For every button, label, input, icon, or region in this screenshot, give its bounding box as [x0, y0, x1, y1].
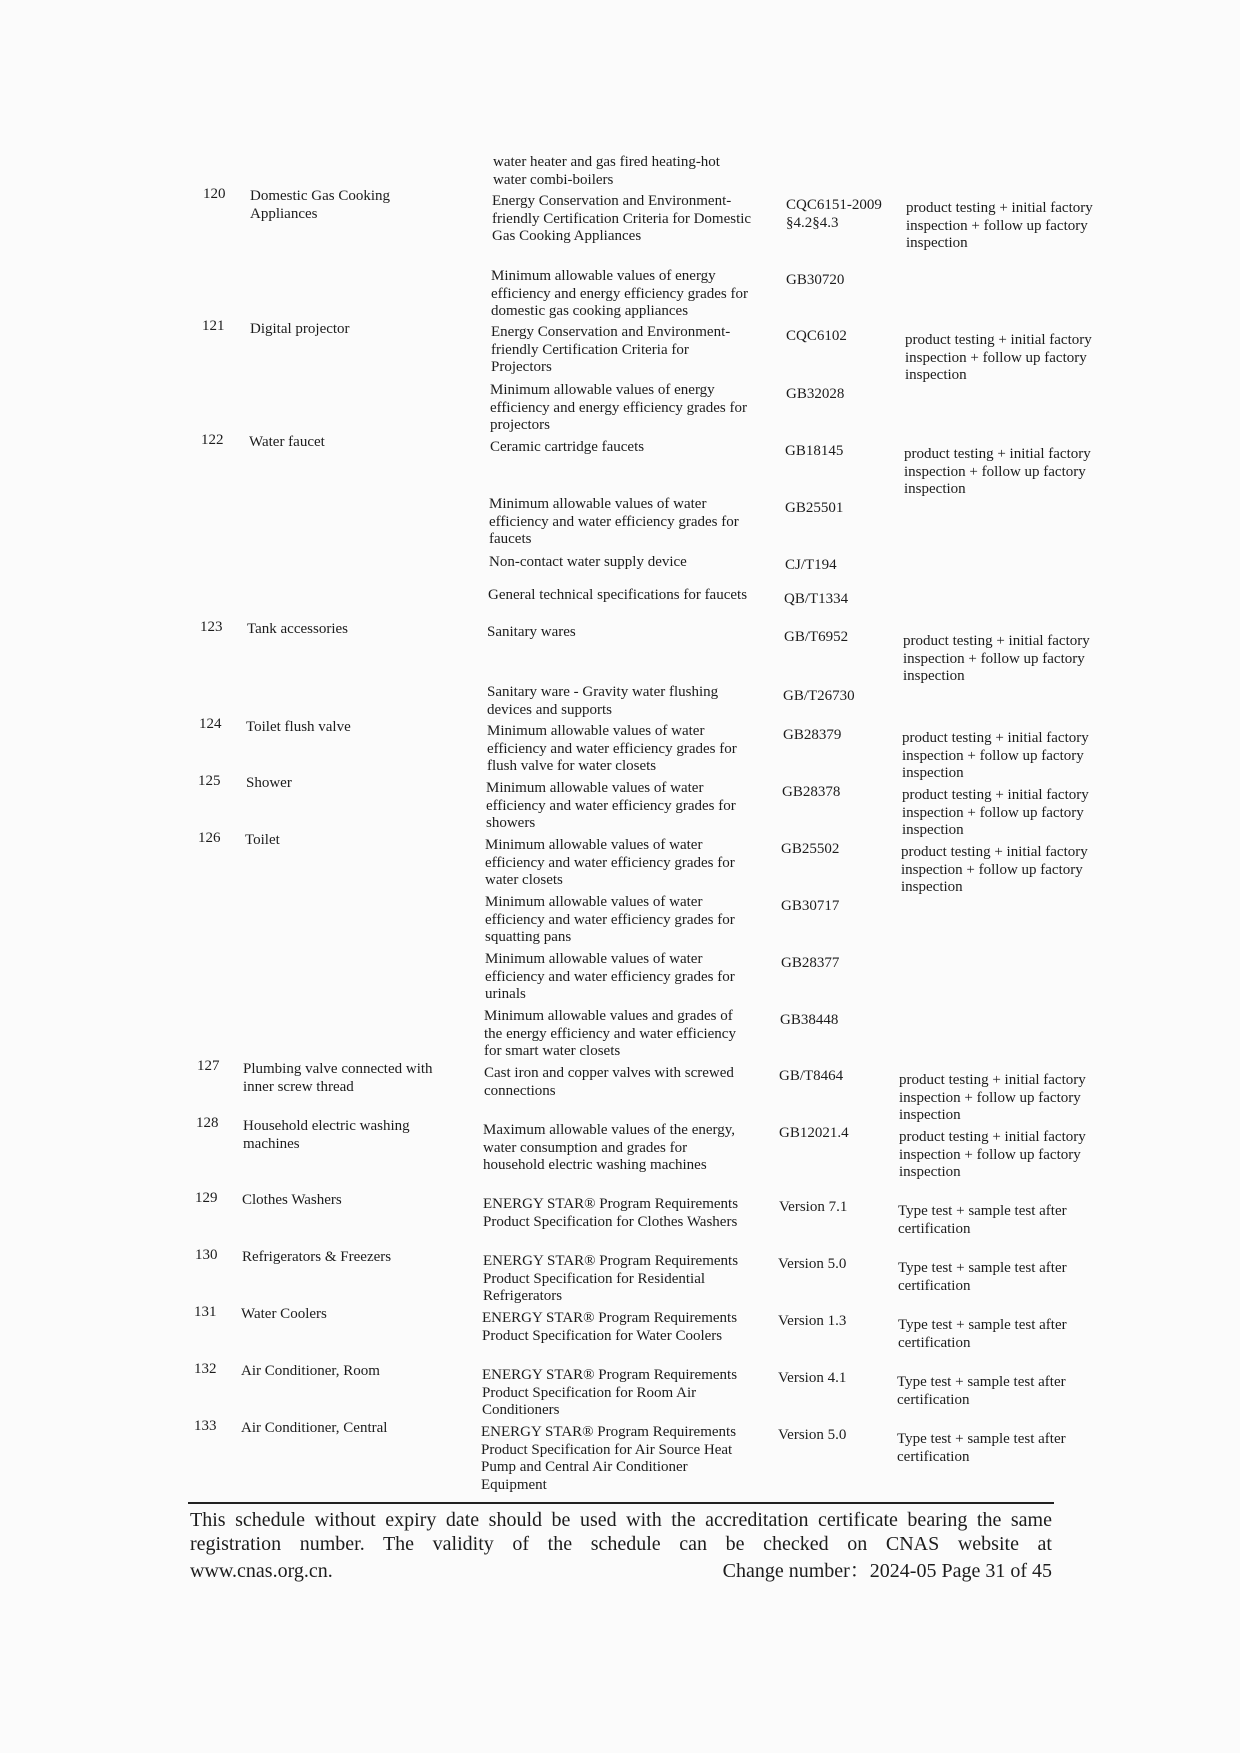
certification-method: Type test + sample test after certification [898, 1317, 1067, 1351]
standard-name: ENERGY STAR® Program Requirements Product Specification for Clothes Washers [483, 1196, 739, 1230]
certification-method: product testing + initial factory inspection + follow up factory inspection [903, 633, 1090, 684]
product-name: Shower [246, 775, 292, 791]
certification-method: product testing + initial factory inspection + follow up factory inspection [905, 332, 1092, 383]
item-number: 124 [199, 716, 222, 732]
standard-name: Minimum allowable values of water efficiency and water efficiency grades for faucets [489, 496, 739, 547]
standard-code: GB/T8464 [779, 1068, 844, 1084]
standard-name: Cast iron and copper valves with screwed connections [484, 1065, 734, 1099]
certification-method: product testing + initial factory inspection + follow up factory inspection [904, 446, 1091, 497]
footer-notice: This schedule without expiry date should be used with the accreditation certificate bearing the same registration number. The validity of the schedule can be checked on CNAS website at [190, 1509, 1052, 1555]
standard-code: GB38448 [780, 1012, 839, 1028]
standard-code: GB/T26730 [783, 688, 855, 704]
standard-name: Sanitary wares [487, 624, 576, 640]
standard-code: CQC6151-2009 §4.2§4.3 [786, 197, 882, 231]
footer-rule [188, 1502, 1054, 1504]
standard-code: QB/T1334 [784, 591, 849, 607]
certification-method: Type test + sample test after certification [897, 1374, 1066, 1408]
standard-code: Version 4.1 [778, 1370, 847, 1386]
item-number: 131 [194, 1304, 217, 1320]
certification-method: product testing + initial factory inspection + follow up factory inspection [906, 200, 1093, 251]
product-name: Digital projector [250, 321, 350, 337]
standard-code: Version 7.1 [779, 1199, 848, 1215]
standard-name: ENERGY STAR® Program Requirements Product Specification for Water Coolers [482, 1310, 738, 1344]
product-name: Air Conditioner, Central [241, 1420, 388, 1436]
certification-method: product testing + initial factory inspection + follow up factory inspection [899, 1129, 1086, 1180]
item-number: 120 [203, 186, 226, 202]
standard-name: Ceramic cartridge faucets [490, 439, 645, 455]
standard-name: ENERGY STAR® Program Requirements Product Specification for Air Source Heat Pump and Central Air Conditioner Equipment [481, 1424, 737, 1493]
item-number: 123 [200, 619, 223, 635]
standard-name: Sanitary ware - Gravity water flushing devices and supports [487, 684, 719, 718]
standard-code: GB25501 [785, 500, 844, 516]
standard-code: GB25502 [781, 841, 840, 857]
standard-name: Minimum allowable values of water efficiency and water efficiency grades for showers [486, 780, 736, 831]
standard-code: GB28379 [783, 727, 842, 743]
standard-code: Version 5.0 [778, 1256, 847, 1272]
item-number: 130 [195, 1247, 218, 1263]
item-number: 122 [201, 432, 224, 448]
item-number: 128 [196, 1115, 219, 1131]
standard-name: Minimum allowable values of energy efficiency and energy efficiency grades for domestic gas cooking appliances [491, 268, 748, 319]
item-number: 127 [197, 1058, 220, 1074]
standard-name: General technical specifications for faucets [488, 587, 748, 603]
standard-code: Version 5.0 [778, 1427, 847, 1443]
standard-code: CQC6102 [786, 328, 847, 344]
standard-code: GB12021.4 [779, 1125, 849, 1141]
product-name: Water faucet [249, 434, 325, 450]
product-name: Toilet flush valve [246, 719, 351, 735]
product-name: Refrigerators & Freezers [242, 1249, 392, 1265]
item-number: 133 [194, 1418, 217, 1434]
item-number: 121 [202, 318, 225, 334]
certification-method: product testing + initial factory inspection + follow up factory inspection [899, 1072, 1086, 1123]
standard-code: Version 1.3 [778, 1313, 847, 1329]
standard-code: GB30720 [786, 272, 845, 288]
standard-name: water heater and gas fired heating-hot water combi-boilers [493, 154, 720, 188]
standard-name: Energy Conservation and Environment-friendly Certification Criteria for Domestic Gas Cooking Appliances [492, 193, 752, 244]
standard-name: Minimum allowable values of water efficiency and water efficiency grades for squatting pans [485, 894, 735, 945]
standard-code: GB/T6952 [784, 629, 849, 645]
product-name: Water Coolers [241, 1306, 327, 1322]
standard-name: Minimum allowable values of energy efficiency and energy efficiency grades for projectors [490, 382, 747, 433]
product-name: Air Conditioner, Room [241, 1363, 380, 1379]
standard-name: ENERGY STAR® Program Requirements Product Specification for Room Air Conditioners [482, 1367, 738, 1418]
product-name: Household electric washing machines [243, 1118, 410, 1152]
certification-method: Type test + sample test after certification [898, 1203, 1067, 1237]
certification-method: Type test + sample test after certification [897, 1431, 1066, 1465]
standard-name: ENERGY STAR® Program Requirements Product Specification for Residential Refrigerators [483, 1253, 739, 1304]
change-number: Change number：2024-05 Page 31 of 45 [722, 1560, 1052, 1582]
standard-code: GB30717 [781, 898, 840, 914]
product-name: Plumbing valve connected with inner screw thread [243, 1061, 433, 1095]
item-number: 126 [198, 830, 221, 846]
standard-name: Minimum allowable values of water efficiency and water efficiency grades for urinals [485, 951, 735, 1002]
product-name: Clothes Washers [242, 1192, 342, 1208]
standard-name: Minimum allowable values and grades of the energy efficiency and water efficiency for smart water closets [484, 1008, 736, 1059]
standard-code: GB18145 [785, 443, 844, 459]
standard-code: GB32028 [786, 386, 845, 402]
standard-name: Minimum allowable values of water efficiency and water efficiency grades for flush valve for water closets [487, 723, 737, 774]
product-name: Tank accessories [247, 621, 348, 637]
item-number: 129 [195, 1190, 218, 1206]
cnas-website: www.cnas.org.cn. [190, 1560, 333, 1582]
footer-line [190, 1559, 1052, 1583]
standard-code: GB28377 [781, 955, 840, 971]
certification-method: product testing + initial factory inspection + follow up factory inspection [902, 730, 1089, 781]
product-name: Toilet [245, 832, 280, 848]
standard-name: Minimum allowable values of water efficiency and water efficiency grades for water closets [485, 837, 735, 888]
standard-name: Maximum allowable values of the energy, water consumption and grades for household electric washing machines [483, 1122, 736, 1173]
certification-method: Type test + sample test after certification [898, 1260, 1067, 1294]
product-name: Domestic Gas Cooking Appliances [250, 188, 390, 222]
standard-name: Energy Conservation and Environment-friendly Certification Criteria for Projectors [491, 324, 731, 375]
item-number: 132 [194, 1361, 217, 1377]
certification-method: product testing + initial factory inspection + follow up factory inspection [902, 787, 1089, 838]
standard-code: CJ/T194 [785, 557, 837, 573]
item-number: 125 [198, 773, 221, 789]
standard-code: GB28378 [782, 784, 841, 800]
standard-name: Non-contact water supply device [489, 554, 687, 570]
certification-method: product testing + initial factory inspection + follow up factory inspection [901, 844, 1088, 895]
